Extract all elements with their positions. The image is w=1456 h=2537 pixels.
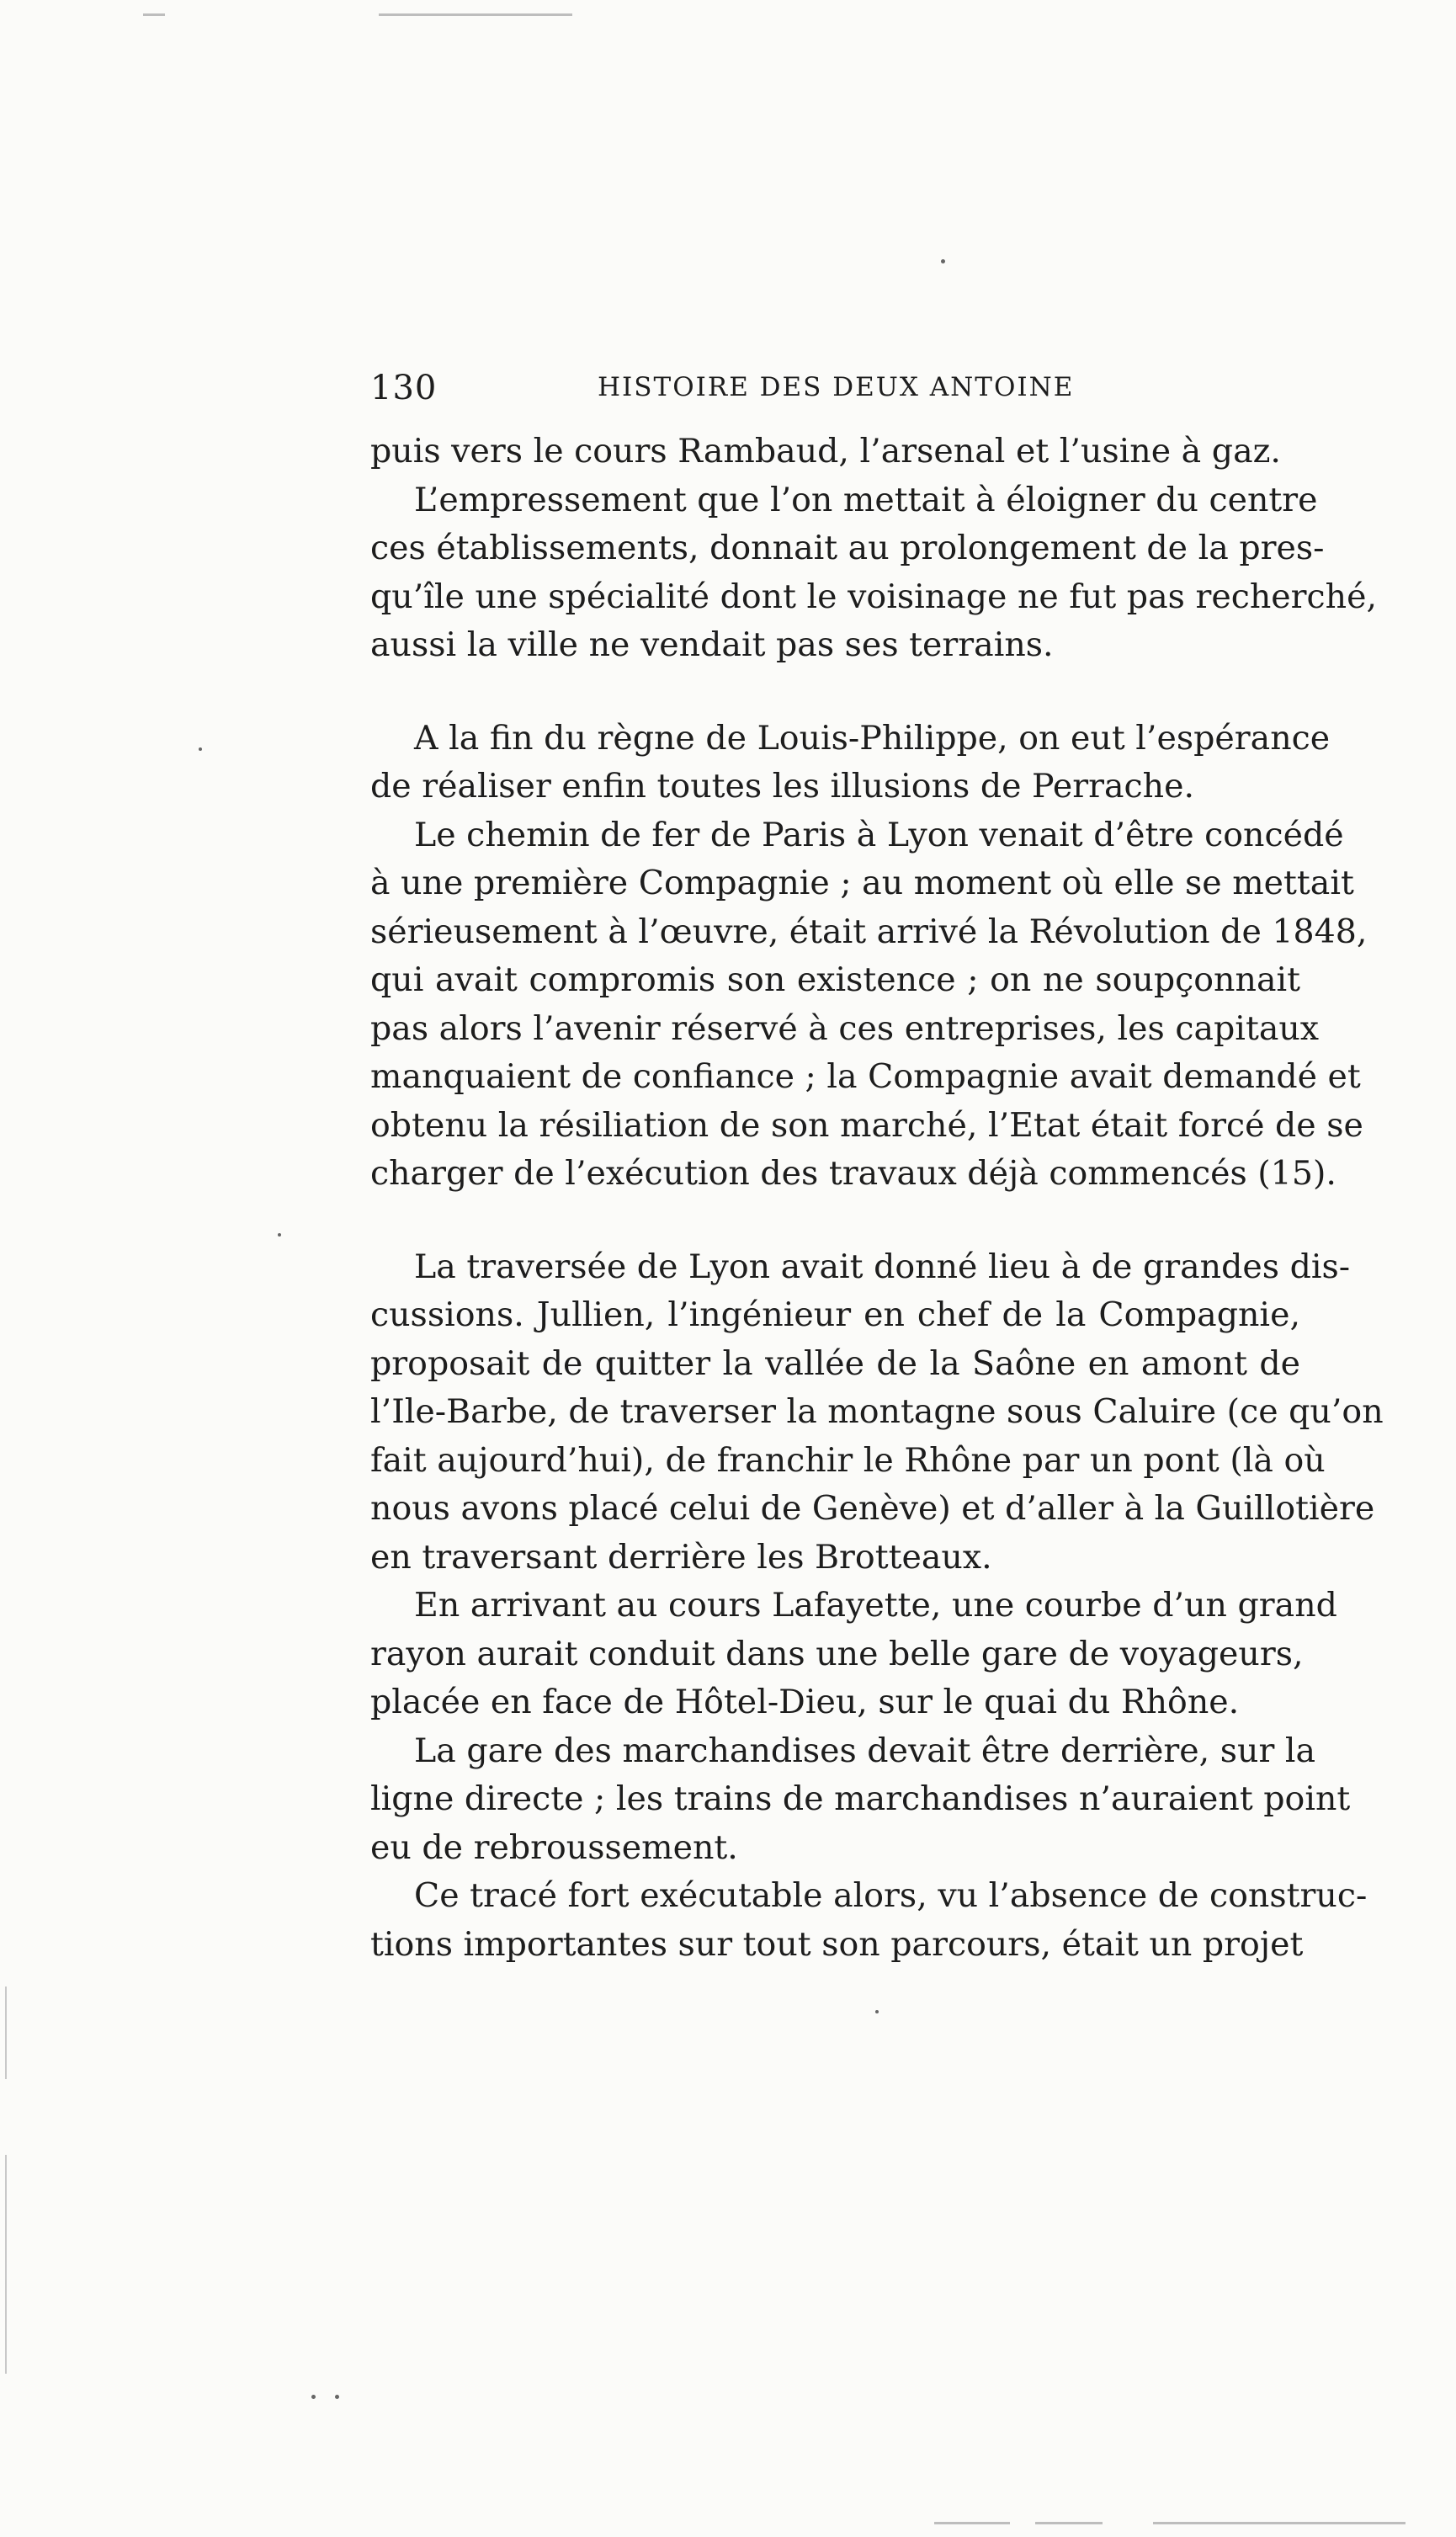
running-header [370,369,1300,419]
paragraph [370,476,1378,670]
text-line: l’Ile-Barbe, de traverser la montagne sous Caluire (ce qu’on [370,1392,1384,1431]
text-line: à une première Compagnie ; au moment où elle se mettait [370,864,1354,902]
text-line: L’empressement que l’on mettait à éloigner du centre [414,480,1318,519]
speck [335,2395,339,2399]
top-edge-mark [143,13,165,16]
text-line: La gare des marchandises devait être derrière, sur la [414,1731,1316,1770]
left-edge-mark [5,2155,7,2374]
speck [875,2010,879,2013]
text-line: En arrivant au cours Lafayette, une courbe d’un grand [414,1586,1337,1625]
paragraph [370,1582,1337,1727]
text-line: en traversant derrière les Brotteaux. [370,1537,992,1577]
bottom-edge-mark [934,2522,1010,2524]
bottom-edge-mark [1035,2522,1103,2524]
paragraph [370,715,1331,811]
text-line: Ce tracé fort exécutable alors, vu l’absence de construc- [414,1876,1368,1915]
text-line: aussi la ville ne vendait pas ses terrains. [370,625,1054,664]
text-line: obtenu la résiliation de son marché, l’Etat était forcé de se [370,1105,1363,1145]
text-line: nous avons placé celui de Genève) et d’aller à la Guillotière [370,1489,1375,1528]
text-line: ces établissements, donnait au prolongement de la pres- [370,529,1325,567]
paragraph [370,428,1300,476]
text-line: La traversée de Lyon avait donné lieu à de grandes dis- [414,1247,1351,1286]
text-line: qu’île une spécialité dont le voisinage ne fut pas recherché, [370,577,1378,616]
text-line: placée en face de Hôtel-Dieu, sur le quai du Rhône. [370,1683,1240,1721]
body-text [370,428,1384,1969]
left-edge-mark [5,1987,7,2079]
paragraph [370,1727,1351,1873]
section-gap [370,1199,1300,1243]
speck [941,259,945,263]
speck [311,2395,316,2399]
text-line: ligne directe ; les trains de marchandises n’auraient point [370,1779,1351,1818]
speck [199,747,202,751]
text-line: sérieusement à l’œuvre, était arrivé la Révolution de 1848, [370,912,1368,951]
text-line: cussions. Jullien, l’ingénieur en chef de la Compagnie, [370,1295,1300,1334]
running-title: HISTOIRE DES DEUX ANTOINE [598,372,1075,402]
text-line: manquaient de confiance ; la Compagnie avait demandé et [370,1057,1361,1096]
text-line: proposait de quitter la vallée de la Saône en amont de [370,1343,1300,1383]
page-number: 130 [370,369,438,407]
text-line: fait aujourd’hui), de franchir le Rhône par un pont (là où [370,1440,1326,1480]
text-line: A la fin du règne de Louis-Philippe, on eut l’espérance [414,718,1331,758]
text-line: pas alors l’avenir réservé à ces entreprises, les capitaux [370,1008,1320,1048]
paragraph [370,811,1368,1199]
speck [278,1233,281,1237]
top-edge-mark [379,13,572,16]
text-line: rayon aurait conduit dans une belle gare de voyageurs, [370,1634,1304,1673]
text-line: de réaliser enfin toutes les illusions de Perrache. [370,767,1195,806]
paragraph [370,1872,1368,1969]
bottom-edge-mark [1153,2522,1406,2524]
text-line: Le chemin de fer de Paris à Lyon venait d’être concédé [414,815,1344,854]
text-line: qui avait compromis son existence ; on ne soupçonnait [370,960,1300,999]
paragraph [370,1243,1384,1582]
text-line: puis vers le cours Rambaud, l’arsenal et l’usine à gaz. [370,432,1281,471]
text-line: tions importantes sur tout son parcours, était un projet [370,1924,1304,1964]
section-gap [370,670,1300,715]
text-line: charger de l’exécution des travaux déjà commencés (15). [370,1154,1336,1193]
text-line: eu de rebroussement. [370,1827,738,1867]
